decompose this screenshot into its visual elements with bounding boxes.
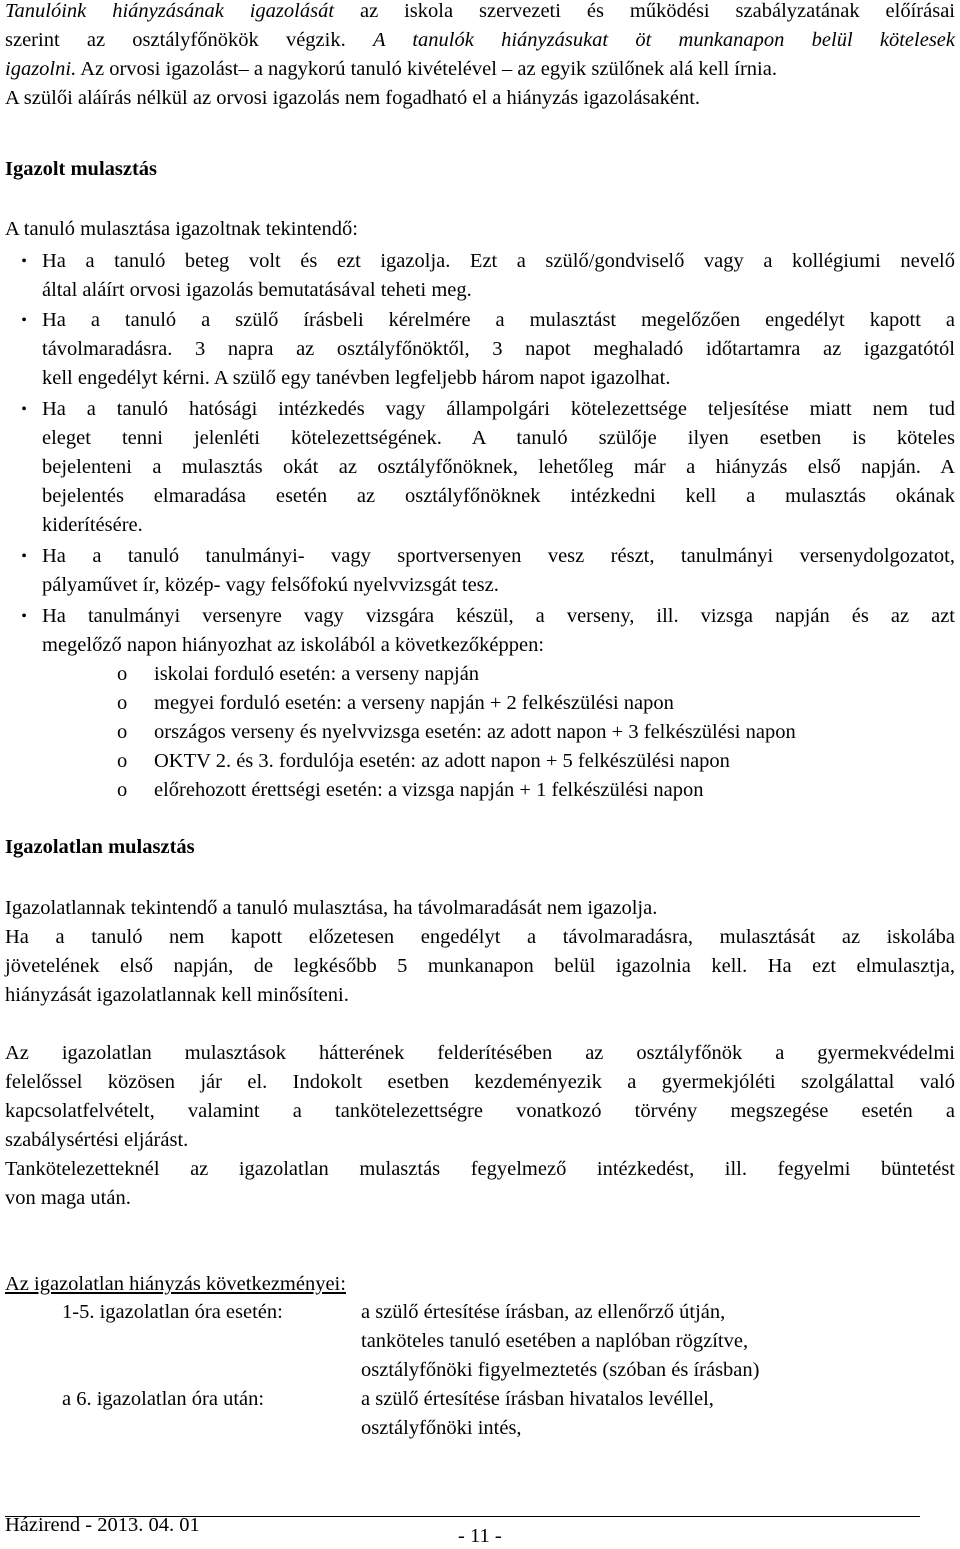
intro-line-1: Tanulóink hiányzásának igazolását az iskola szervezeti és működési szabályzatának előírásai: [5, 0, 955, 22]
heading-igazolatlan: Igazolatlan mulasztás: [5, 836, 195, 858]
igazolatlan-p4: Tankötelezetteknél az igazolatlan mulasztás fegyelmező intézkedést, ill. fegyelmi büntetést von maga után.: [5, 1158, 955, 1209]
sub-item-oktv: o OKTV 2. és 3. fordulója esetén: az adott napon + 5 felkészülési napon: [117, 750, 730, 772]
bullet-icon: •: [21, 312, 27, 329]
igazolatlan-p3: Az igazolatlan mulasztások hátterének felderítésében az osztályfőnök a gyermekvédelmi felelőssel közösen jár el. Indokolt esetben kezdeményezik a gyermekjóléti szolgálattal való kapcsolatfelvételt, valamint a tankötelezettségre vonatkozó törvény megszegése esetén a szabálysértési eljárást.: [5, 1042, 955, 1151]
sub-item-erettsegi: o előrehozott érettségi esetén: a vizsga napján + 1 felkészülési napon: [117, 779, 704, 801]
page-number: - 11 -: [458, 1525, 502, 1547]
igazolatlan-p1: Igazolatlannak tekintendő a tanuló mulasztása, ha távolmaradását nem igazolja.: [5, 897, 658, 919]
igazolt-lead: A tanuló mulasztása igazoltnak tekintendő:: [5, 218, 358, 240]
intro-line-3: igazolni. Az orvosi igazolást– a nagykorú tanuló kivételével – az egyik szülőnek alá kell írnia.: [5, 58, 777, 80]
heading-igazolt: Igazolt mulasztás: [5, 158, 158, 180]
bullet-icon: •: [21, 253, 27, 270]
sub-item-megyei: o megyei forduló esetén: a verseny napján + 2 felkészülési napon: [117, 692, 674, 714]
intro-line-2: szerint az osztályfőnökök végzik. A tanulók hiányzásukat öt munkanapon belül kötelesek: [5, 29, 955, 51]
bullet-icon: •: [21, 401, 27, 418]
sub-item-iskolai: o iskolai forduló esetén: a verseny napján: [117, 663, 480, 685]
bullet-icon: •: [21, 548, 27, 565]
bullet-icon: •: [21, 608, 27, 625]
igazolatlan-p2: Ha a tanuló nem kapott előzetesen engedélyt a távolmaradásra, mulasztását az iskolába jövetelének első napján, de legkésőbb 5 munkanapon belül igazolnia kell. Ha ezt elmulasztja, hiányzását igazolatlannak kell minősíteni.: [5, 926, 955, 1006]
consequences-title: Az igazolatlan hiányzás következményei:: [5, 1273, 346, 1295]
intro-paragraph: [5, 0, 955, 113]
intro-line-4: A szülői aláírás nélkül az orvosi igazolás nem fogadható el a hiányzás igazolásaként.: [5, 87, 701, 109]
footer-document-title: Házirend - 2013. 04. 01: [5, 1514, 200, 1536]
sub-item-orszagos: o országos verseny és nyelvvizsga esetén: az adott napon + 3 felkészülési napon: [117, 721, 796, 743]
